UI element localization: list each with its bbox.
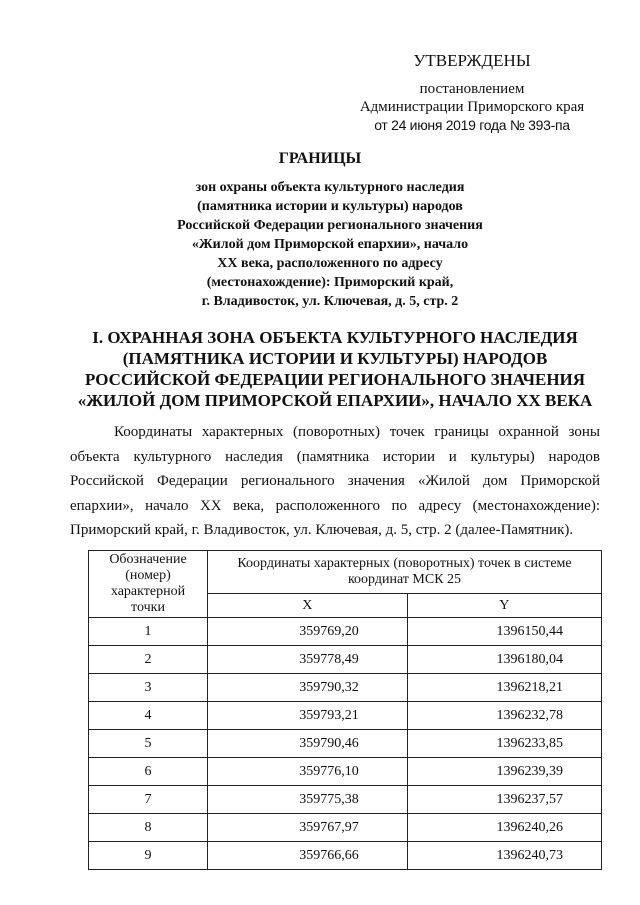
y-value: 1396237,57 (407, 786, 601, 814)
x-value: 359767,97 (208, 814, 408, 842)
x-value: 359790,32 (208, 674, 408, 702)
table-row (89, 730, 602, 758)
point-number: 7 (89, 786, 208, 814)
y-value: 1396232,78 (407, 702, 601, 730)
subtitle-line: (памятника истории и культуры) народов (197, 199, 463, 214)
point-number-header: Обозначение (номер) характерной точки (89, 551, 208, 618)
table-row (89, 786, 602, 814)
y-value: 1396218,21 (407, 674, 601, 702)
x-value: 359790,46 (208, 730, 408, 758)
coordinates-table (88, 550, 602, 870)
approval-block (352, 52, 592, 134)
x-value: 359766,66 (208, 842, 408, 870)
body-paragraph: Координаты характерных (поворотных) точек границы охранной зоны объекта культурного наследия (памятника истории и культуры) народов Российской Федерации регионального значения «Жилой дом Приморской епархии», начало XX века, расположенного по адресу (местонахождение): Приморский край, г. Владивосток, ул. Ключевая, д. 5, стр. 2 (далее-Памятник). (70, 424, 600, 538)
coordinates-group-header: Координаты характерных (поворотных) точек в системе координат МСК 25 (208, 551, 602, 594)
point-number: 1 (89, 618, 208, 646)
point-number: 9 (89, 842, 208, 870)
x-header: X (208, 594, 408, 618)
approval-line-1: постановлением (419, 81, 525, 97)
subtitle-line: г. Владивосток, ул. Ключевая, д. 5, стр. 2 (201, 294, 459, 309)
subtitle-line: зон охраны объекта культурного наследия (195, 180, 465, 195)
document-title: ГРАНИЦЫ (278, 150, 362, 167)
y-value: 1396240,73 (407, 842, 601, 870)
y-value: 1396240,26 (407, 814, 601, 842)
subtitle-line: (местонахождение): Приморский край, (206, 275, 454, 290)
y-value: 1396239,39 (407, 758, 601, 786)
y-value: 1396150,44 (407, 618, 601, 646)
section-heading: I. ОХРАННАЯ ЗОНА ОБЪЕКТА КУЛЬТУРНОГО НАСЛЕДИЯ (ПАМЯТНИКА ИСТОРИИ И КУЛЬТУРЫ) НАРОДОВ РОССИЙСКОЙ ФЕДЕРАЦИИ РЕГИОНАЛЬНОГО ЗНАЧЕНИЯ «ЖИЛОЙ ДОМ ПРИМОРСКОЙ ЕПАРХИИ», НАЧАЛО XX ВЕКА (77, 328, 593, 410)
point-number: 6 (89, 758, 208, 786)
subtitle-line: Российской Федерации регионального значения (177, 218, 483, 233)
point-number: 3 (89, 674, 208, 702)
x-value: 359769,20 (208, 618, 408, 646)
approval-line-2: Администрации Приморского края (359, 99, 585, 115)
approval-decree: от 24 июня 2019 года № 393-па (374, 117, 570, 133)
table-row (89, 758, 602, 786)
x-value: 359776,10 (208, 758, 408, 786)
subtitle-line: «Жилой дом Приморской епархии», начало (191, 237, 469, 252)
x-value: 359775,38 (208, 786, 408, 814)
point-number: 4 (89, 702, 208, 730)
subtitle-line: XX века, расположенного по адресу (217, 256, 443, 271)
table-row (89, 842, 602, 870)
document-subtitle (140, 178, 520, 311)
point-number: 8 (89, 814, 208, 842)
table-row (89, 618, 602, 646)
y-header: Y (407, 594, 601, 618)
y-value: 1396233,85 (407, 730, 601, 758)
y-value: 1396180,04 (407, 646, 601, 674)
table-row (89, 814, 602, 842)
point-number: 5 (89, 730, 208, 758)
x-value: 359793,21 (208, 702, 408, 730)
x-value: 359778,49 (208, 646, 408, 674)
table-row (89, 702, 602, 730)
point-number: 2 (89, 646, 208, 674)
approval-heading: УТВЕРЖДЕНЫ (413, 51, 531, 70)
table-row (89, 674, 602, 702)
table-row (89, 646, 602, 674)
